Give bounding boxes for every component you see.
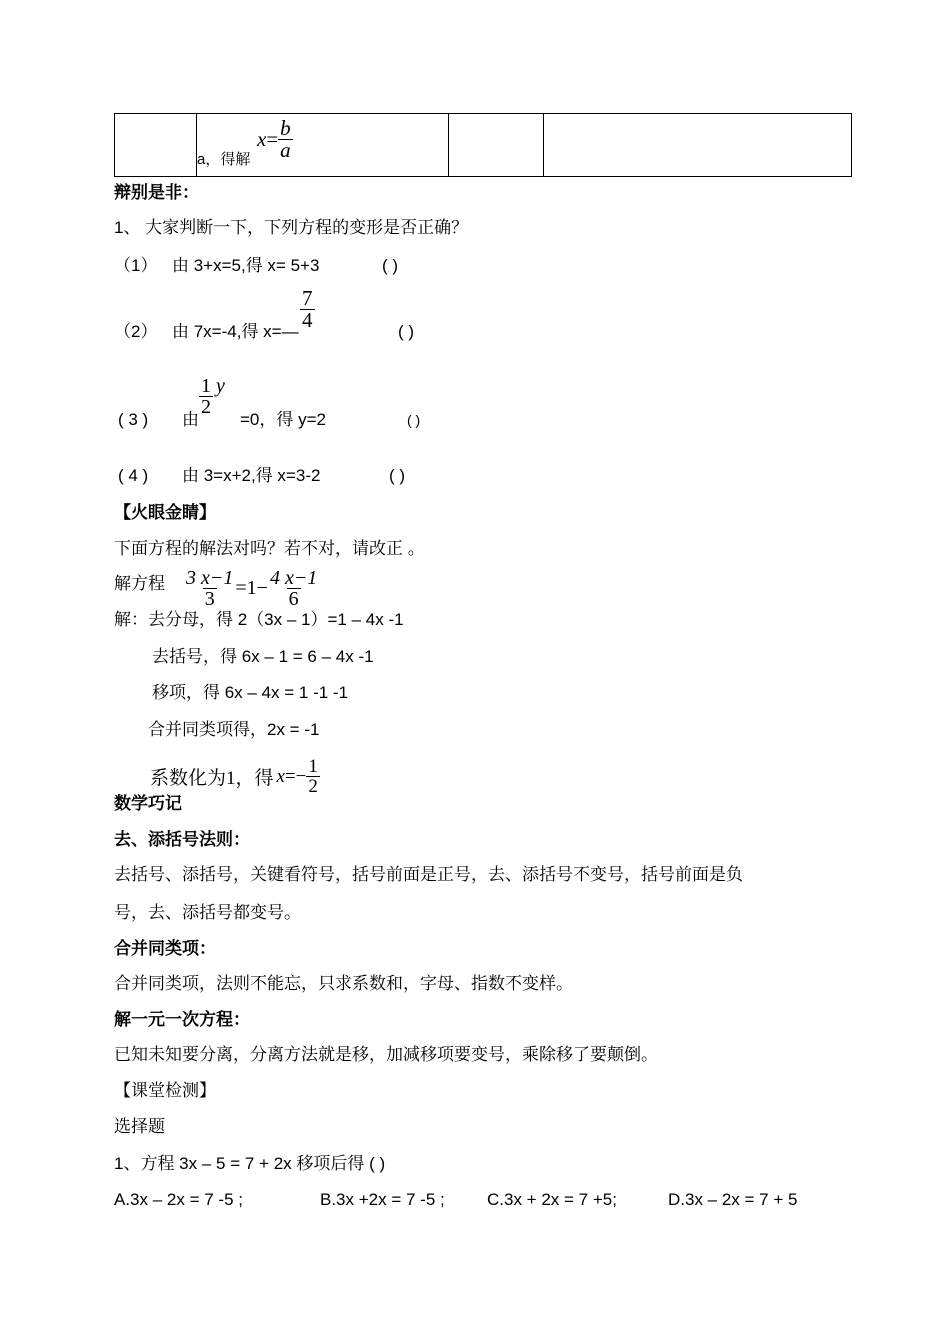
fraction-den: 3 <box>204 588 215 610</box>
bracket-rules-line-1: 去括号、添括号，关键看符号，括号前面是正号，去、添括号不变号，括号前面是负 <box>114 865 743 884</box>
solve-linear-equation-text: 已知未知要分离，分离方法就是移，加减移项要变号，乘除移了要颠倒。 <box>114 1045 658 1064</box>
heading-solve-linear-equation: 解一元一次方程： <box>114 1010 250 1029</box>
solution-step-5 <box>150 757 320 796</box>
formula-eq: = <box>266 127 279 151</box>
fraction-num: 4 x−1 <box>269 567 318 589</box>
fraction-num: 1 <box>308 756 318 777</box>
question-1-text: 1、方程 3x – 5 = 7 + 2x 移项后得 ( ) <box>114 1154 386 1173</box>
item-3-label: ( 3 ) <box>118 410 149 429</box>
fraction-den: a <box>280 138 291 162</box>
step-5-text: 系数化为1，得 <box>150 768 274 789</box>
table-cell-2 <box>197 114 449 177</box>
solution-step-1: 解：去分母，得 2（3x – 1）=1 – 4x -1 <box>114 610 404 629</box>
fraction-den: 2 <box>308 776 318 797</box>
multiple-choice-label: 选择题 <box>114 1117 165 1136</box>
table-cell-3 <box>449 114 544 177</box>
question-1: 1、 大家判断一下，下列方程的变形是否正确？ <box>114 218 469 237</box>
table-cell-1 <box>115 114 197 177</box>
step-5-x: x <box>276 765 285 787</box>
option-a: A.3x – 2x = 7 -5 ; <box>114 1190 243 1209</box>
section-heading-class-test: 【课堂检测】 <box>114 1081 216 1100</box>
fraction-b-over-a <box>278 118 293 161</box>
combine-like-terms-text: 合并同类项，法则不能忘，只求系数和，字母、指数不变样。 <box>114 974 573 993</box>
item-2-label: （2） <box>114 322 158 341</box>
sharp-eyes-intro: 下面方程的解法对吗？若不对，请改正 。 <box>114 539 425 558</box>
fraction-num: 1 <box>201 375 211 397</box>
section-heading-sharp-eyes: 【火眼金睛】 <box>114 503 216 522</box>
step-5-eq: =− <box>284 765 307 787</box>
solution-table <box>114 113 852 177</box>
item-3-you: 由 <box>182 410 199 429</box>
item-3-text: =0，得 y=2 <box>240 410 326 429</box>
item-1-answer-paren: ( ) <box>382 256 399 275</box>
option-b: B.3x +2x = 7 -5 ; <box>320 1190 445 1209</box>
fraction-num: 3 x−1 <box>186 567 234 589</box>
solution-step-2: 去括号，得 6x – 1 = 6 – 4x -1 <box>152 647 374 666</box>
variable-y: y <box>216 375 225 397</box>
fraction-den: 2 <box>201 396 211 418</box>
fraction-den: 4 <box>302 308 313 332</box>
formula-x-equals-b-over-a <box>257 118 293 161</box>
fraction-7-over-4 <box>300 288 315 331</box>
equation-middle: =1− <box>235 577 268 599</box>
item-3-answer-paren: ( ) <box>407 412 421 428</box>
fraction-num: 7 <box>302 286 313 310</box>
fraction-num: b <box>280 116 291 140</box>
item-4-text: 由 3=x+2,得 x=3-2 <box>182 466 321 485</box>
fraction-den: 6 <box>288 588 299 610</box>
table-cell-text: a，得解 <box>197 151 251 168</box>
equation-fraction-expression <box>184 568 319 609</box>
section-heading-math-mnemonics: 数学巧记 <box>114 794 182 813</box>
item-2-text: 由 7x=-4,得 x=— <box>172 322 299 341</box>
option-d: D.3x – 2x = 7 + 5 <box>668 1190 798 1209</box>
bracket-rules-line-2: 号，去、添括号都变号。 <box>114 903 301 922</box>
heading-combine-like-terms: 合并同类项： <box>114 939 216 958</box>
heading-bracket-rules: 去、添括号法则： <box>114 830 250 849</box>
formula-x: x <box>257 127 267 151</box>
item-4-label: ( 4 ) <box>118 466 149 485</box>
table-cell-4 <box>544 114 852 177</box>
section-heading-judge: 辩别是非： <box>114 183 199 202</box>
solution-step-4: 合并同类项得，2x = -1 <box>148 720 320 739</box>
equation-label: 解方程 <box>114 574 165 593</box>
item-4-answer-paren: ( ) <box>389 466 406 485</box>
fraction-half-y <box>199 376 225 417</box>
item-2-answer-paren: ( ) <box>398 322 415 341</box>
item-1-text: 由 3+x=5,得 x= 5+3 <box>172 256 320 275</box>
item-1-label: （1） <box>114 256 158 275</box>
option-c: C.3x + 2x = 7 +5; <box>487 1190 617 1209</box>
solution-step-3: 移项，得 6x – 4x = 1 -1 -1 <box>152 683 349 702</box>
